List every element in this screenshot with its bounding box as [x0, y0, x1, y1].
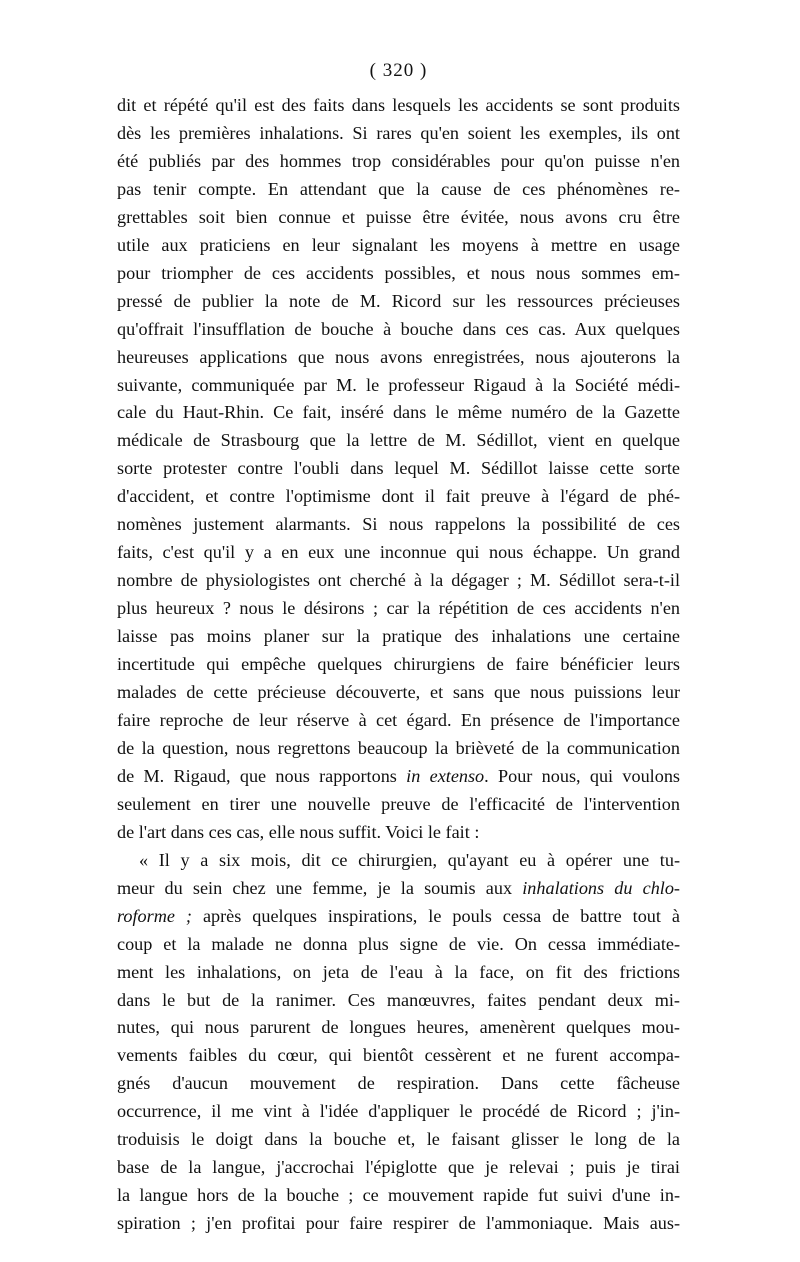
text-line: [117, 875, 680, 903]
text-line: la langue hors de la bouche ; ce mouvement rapide fut suivi d'une in-: [117, 1185, 680, 1206]
text-line: gnés d'aucun mouvement de respiration. Dans cette fâcheuse: [117, 1073, 680, 1094]
text-line: dit et répété qu'il est des faits dans lesquels les accidents se sont produits: [117, 95, 680, 115]
text-line: été publiés par des hommes trop considérables pour qu'on puisse n'en: [117, 150, 680, 171]
text-line: utile aux praticiens en leur signalant les moyens à mettre en usage: [117, 234, 680, 255]
text-line: nutes, qui nous parurent de longues heures, amenèrent quelques mou-: [117, 1017, 680, 1038]
text-line: plus heureux ? nous le désirons ; car la répétition de ces accidents n'en: [117, 598, 680, 619]
text-line: grettables soit bien connue et puisse être évitée, nous avons cru être: [117, 206, 680, 227]
text-line: faire reproche de leur réserve à cet égard. En présence de l'importance: [117, 709, 680, 730]
page-number: ( 320 ): [369, 60, 428, 81]
text-line: vements faibles du cœur, qui bientôt cessèrent et ne furent accompa-: [117, 1045, 680, 1066]
text-line: qu'offrait l'insufflation de bouche à bouche dans ces cas. Aux quelques: [117, 318, 680, 339]
quotation-paragraph: [117, 847, 680, 1238]
text-line: cale du Haut-Rhin. Ce fait, inséré dans le même numéro de la Gazette: [117, 402, 680, 423]
text-line: base de la langue, j'accrochai l'épiglotte que je relevai ; puis je tirai: [117, 1157, 680, 1178]
text-segment: après quelques inspirations, le pouls cessa de battre tout à: [191, 905, 681, 926]
text-line: d'accident, et contre l'optimisme dont il fait preuve à l'égard de phé-: [117, 486, 680, 507]
text-segment: de M. Rigaud, que nous rapportons: [117, 765, 407, 786]
text-line: seulement en tirer une nouvelle preuve de l'efficacité de l'intervention: [117, 793, 680, 814]
text-line: sorte protester contre l'oubli dans lequel M. Sédillot laisse cette sorte: [117, 458, 680, 479]
text-line: dans le but de la ranimer. Ces manœuvres, faites pendant deux mi-: [117, 989, 680, 1010]
text-line: ment les inhalations, on jeta de l'eau à la face, on fit des frictions: [117, 961, 680, 982]
italic-phrase: in extenso: [406, 765, 485, 786]
text-line: coup et la malade ne donna plus signe de vie. On cessa immédiate-: [117, 933, 680, 954]
text-line: occurrence, il me vint à l'idée d'appliquer le procédé de Ricord ; j'in-: [117, 1101, 680, 1122]
text-line: « Il y a six mois, dit ce chirurgien, qu'ayant eu à opérer une tu-: [139, 849, 680, 870]
text-line: malades de cette précieuse découverte, et sans que nous puissions leur: [117, 682, 680, 703]
text-segment: . Pour nous, qui voulons: [484, 765, 681, 786]
text-line: [117, 903, 680, 931]
book-page: [117, 58, 680, 1238]
text-line: troduisis le doigt dans la bouche et, le faisant glisser le long de la: [117, 1129, 680, 1150]
text-line: de l'art dans ces cas, elle nous suffit. Voici le fait :: [117, 821, 480, 842]
text-line: pas tenir compte. En attendant que la cause de ces phénomènes re-: [117, 178, 680, 199]
text-line: incertitude qui empêche quelques chirurgiens de faire bénéficier leurs: [117, 654, 680, 675]
text-line: [117, 763, 680, 791]
italic-phrase: roforme ;: [117, 905, 192, 926]
text-line: de la question, nous regrettons beaucoup la brièveté de la communication: [117, 737, 680, 758]
text-line: laisse pas moins planer sur la pratique des inhalations une certaine: [117, 626, 680, 647]
text-line: nomènes justement alarmants. Si nous rappelons la possibilité de ces: [117, 514, 680, 535]
text-line: faits, c'est qu'il y a en eux une inconnue qui nous échappe. Un grand: [117, 542, 680, 563]
text-line: dès les premières inhalations. Si rares qu'en soient les exemples, ils ont: [117, 122, 680, 143]
text-line: spiration ; j'en profitai pour faire respirer de l'ammoniaque. Mais aus-: [117, 1213, 680, 1234]
text-line: heureuses applications que nous avons enregistrées, nous ajouterons la: [117, 346, 680, 367]
main-paragraph: [117, 92, 680, 847]
text-segment: meur du sein chez une femme, je la soumis aux: [117, 877, 523, 898]
italic-phrase: inhalations du chlo-: [522, 877, 680, 898]
text-line: pour triompher de ces accidents possibles, et nous nous sommes em-: [117, 262, 680, 283]
text-line: médicale de Strasbourg que la lettre de M. Sédillot, vient en quelque: [117, 430, 680, 451]
text-line: nombre de physiologistes ont cherché à la dégager ; M. Sédillot sera-t-il: [117, 570, 680, 591]
text-line: pressé de publier la note de M. Ricord sur les ressources précieuses: [117, 290, 680, 311]
text-line: suivante, communiquée par M. le professeur Rigaud à la Société médi-: [117, 374, 680, 395]
